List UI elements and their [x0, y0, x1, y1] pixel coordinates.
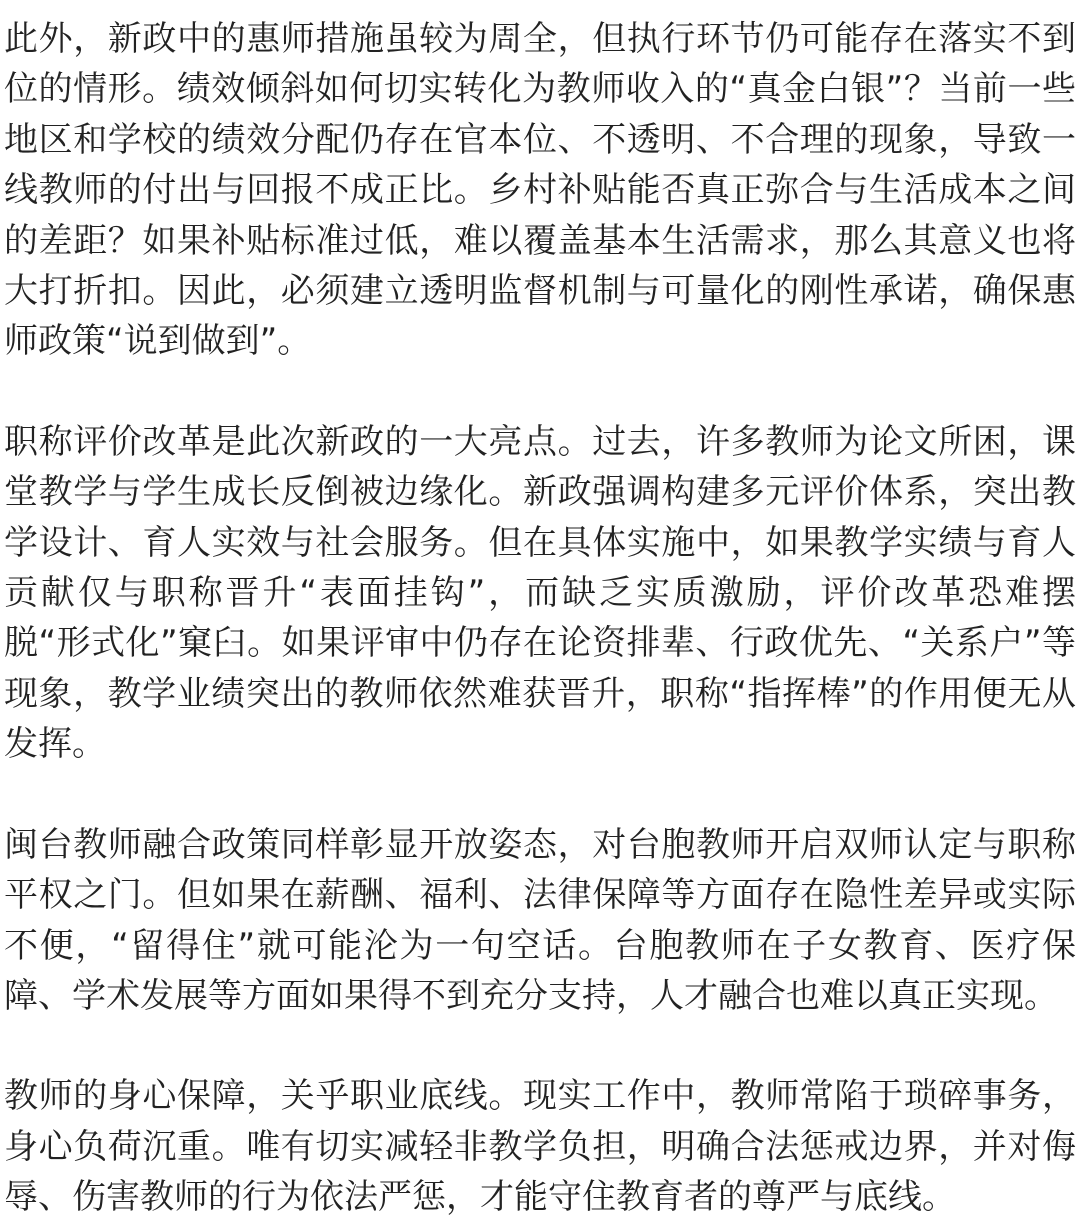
paragraph-teacher-wellbeing: 教师的身心保障，关乎职业底线。现实工作中，教师常陷于琐碎事务，身心负荷沉重。唯有切实减轻非教学负担，明确合法惩戒边界，并对侮辱、伤害教师的行为依法严惩，才能守住教育者的尊严与底线。 [4, 1076, 1076, 1218]
paragraph-title-evaluation-reform: 职称评价改革是此次新政的一大亮点。过去，许多教师为论文所困，课堂教学与学生成长反倒被边缘化。新政强调构建多元评价体系，突出教学设计、育人实效与社会服务。但在具体实施中，如果教学实绩与育人贡献仅与职称晋升“表面挂钩”，而缺乏实质激励，评价改革恐难摆脱“形式化”窠臼。如果评审中仍存在论资排辈、行政优先、“关系户”等现象，教学业绩突出的教师依然难获晋升，职称“指挥棒”的作用便无从发挥。 [4, 421, 1076, 765]
paragraph-performance-subsidy: 此外，新政中的惠师措施虽较为周全，但执行环节仍可能存在落实不到位的情形。绩效倾斜如何切实转化为教师收入的“真金白银”？当前一些地区和学校的绩效分配仍存在官本位、不透明、不合理的现象，导致一线教师的付出与回报不成正比。乡村补贴能否真正弥合与生活成本之间的差距？如果补贴标准过低，难以覆盖基本生活需求，那么其意义也将大打折扣。因此，必须建立透明监督机制与可量化的刚性承诺，确保惠师政策“说到做到”。 [4, 19, 1076, 362]
article-body [4, 14, 1076, 1223]
paragraph-fujian-taiwan-integration: 闽台教师融合政策同样彰显开放姿态，对台胞教师开启双师认定与职称平权之门。但如果在薪酬、福利、法律保障等方面存在隐性差异或实际不便，“留得住”就可能沦为一句空话。台胞教师在子女教育、医疗保障、学术发展等方面如果得不到充分支持，人才融合也难以真正实现。 [4, 824, 1076, 1016]
